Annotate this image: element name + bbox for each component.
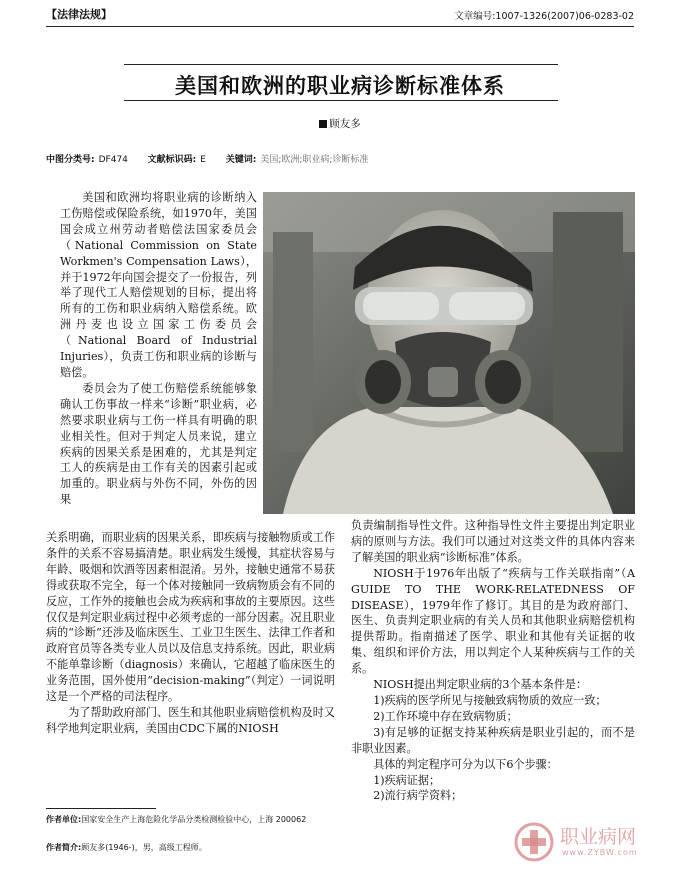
author-bio	[46, 842, 336, 853]
footnote-rule	[46, 808, 156, 809]
bio-value: 顾友多(1946-)，男，高级工程师。	[81, 843, 207, 852]
doc-code-value: E	[200, 155, 206, 165]
paragraph: 委员会为了使工伤赔偿系统能够象确认工伤事故一样来“诊断”职业病，必然要求职业病与工伤一样具有明确的职业相关性。但对于判定人员来说，建立疾病的因果关系是困难的，尤其是判定工人的疾病是由工作有关的因素引起或加重的。职业病与外伤不同，外伤的因果	[60, 381, 257, 507]
title-rule-bottom	[124, 100, 558, 101]
list-item: 1)疾病证据；	[373, 773, 441, 787]
list-item: 3)有足够的证据支持某种疾病是职业引起的，而不是非职业因素。	[351, 725, 635, 755]
paragraph: NIOSH提出判定职业病的3个基本条件是：	[373, 678, 588, 692]
article-meta	[46, 152, 368, 165]
body-column-left	[60, 190, 257, 508]
bio-label: 作者简介:	[46, 843, 82, 852]
author-name: 顾友多	[329, 118, 361, 130]
paragraph: 美国和欧洲均将职业病的诊断纳入工伤赔偿或保险系统，如1970年，美国国会成立州劳动者赔偿法国家委员会（National Commission on State Workmen's Compensation Laws），并于1972年向国会提交了一份报告，列举了现代工人赔偿规划的目标，提出将所有的工伤和职业病纳入赔偿系统。欧洲丹麦也设立国家工伤委员会（National Board of Industrial Injuries），负责工伤和职业病的诊断与赔偿。	[60, 191, 257, 379]
affiliation-value: 国家安全生产上海危险化学品分类检测检验中心，上海 200062	[81, 815, 307, 824]
title-rule-top	[124, 64, 558, 65]
article-number: 文章编号:1007-1326(2007)06-0283-02	[454, 11, 634, 22]
clc-value: DF474	[98, 155, 128, 165]
body-column-left-lower	[46, 530, 335, 737]
author-line	[46, 116, 634, 131]
paragraph: NIOSH于1976年出版了“疾病与工作关联指南”（A GUIDE TO THE WORK-RELATEDNESS OF DISEASE），1979年作了修订。其目的是为政府部门、医生、负责判定职业病的有关人员和其他职业病赔偿机构提供帮助。指南描述了医学、职业和其他有关证据的收集、组织和评价方法，用以判定个人某种疾病与工作的关系。	[351, 566, 635, 676]
watermark-url: www.ZYBW.com	[562, 848, 638, 857]
worker-respirator-photo	[263, 192, 635, 514]
watermark-name: 职业病网	[560, 826, 637, 848]
section-label: 【法律法规】	[46, 8, 112, 21]
clc-label: 中图分类号:	[46, 155, 95, 165]
list-item: 2)工作环境中存在致病物质；	[373, 709, 518, 723]
article-title: 美国和欧洲的职业病诊断标准体系	[175, 74, 505, 98]
author-square-icon	[319, 120, 327, 128]
keywords-value: 美国;欧洲;职业病;诊断标准	[260, 155, 369, 165]
header-rule	[46, 26, 634, 27]
paragraph: 具体的判定程序可分为以下6个步骤：	[373, 757, 558, 771]
paragraph: 负责编制指导性文件。这种指导性文件主要提出判定职业病的原则与方法。我们可以通过对这类文件的具体内容来了解美国的职业病“诊断标准”体系。	[351, 519, 635, 564]
paragraph: 为了帮助政府部门、医生和其他职业病赔偿机构及时又科学地判定职业病，美国由CDC下属的NIOSH	[46, 705, 335, 735]
list-item: 1)疾病的医学所见与接触致病物质的效应一致；	[373, 693, 607, 707]
keywords-label: 关键词:	[225, 155, 257, 165]
paragraph: 关系明确，而职业病的因果关系，即疾病与接触物质或工作条件的关系不容易搞清楚。职业病发生缓慢，其症状容易与年龄、吸烟和饮酒等因素相混淆。另外，接触史通常不易获得或获取不完全，每一个体对接触同一致病物质会有不同的反应，工作外的接触也会成为疾病和事故的主要原因。这些仅仅是判定职业病过程中必须考虑的一部分因素。况且职业病的“诊断”还涉及临床医生、工业卫生医生、法律工作者和政府官员等各类专业人员以及信息支持系统。因此，职业病不能单靠诊断（diagnosis）来确认，它超越了临床医生的业务范围，国外使用“decision-making”（判定）一词说明这是一个严格的司法程序。	[46, 531, 335, 704]
body-column-right	[351, 518, 635, 804]
doc-code-label: 文献标识码:	[147, 155, 197, 165]
author-affiliation	[46, 814, 336, 826]
list-item: 2)流行病学资料；	[373, 789, 463, 803]
affiliation-label: 作者单位:	[46, 815, 82, 824]
